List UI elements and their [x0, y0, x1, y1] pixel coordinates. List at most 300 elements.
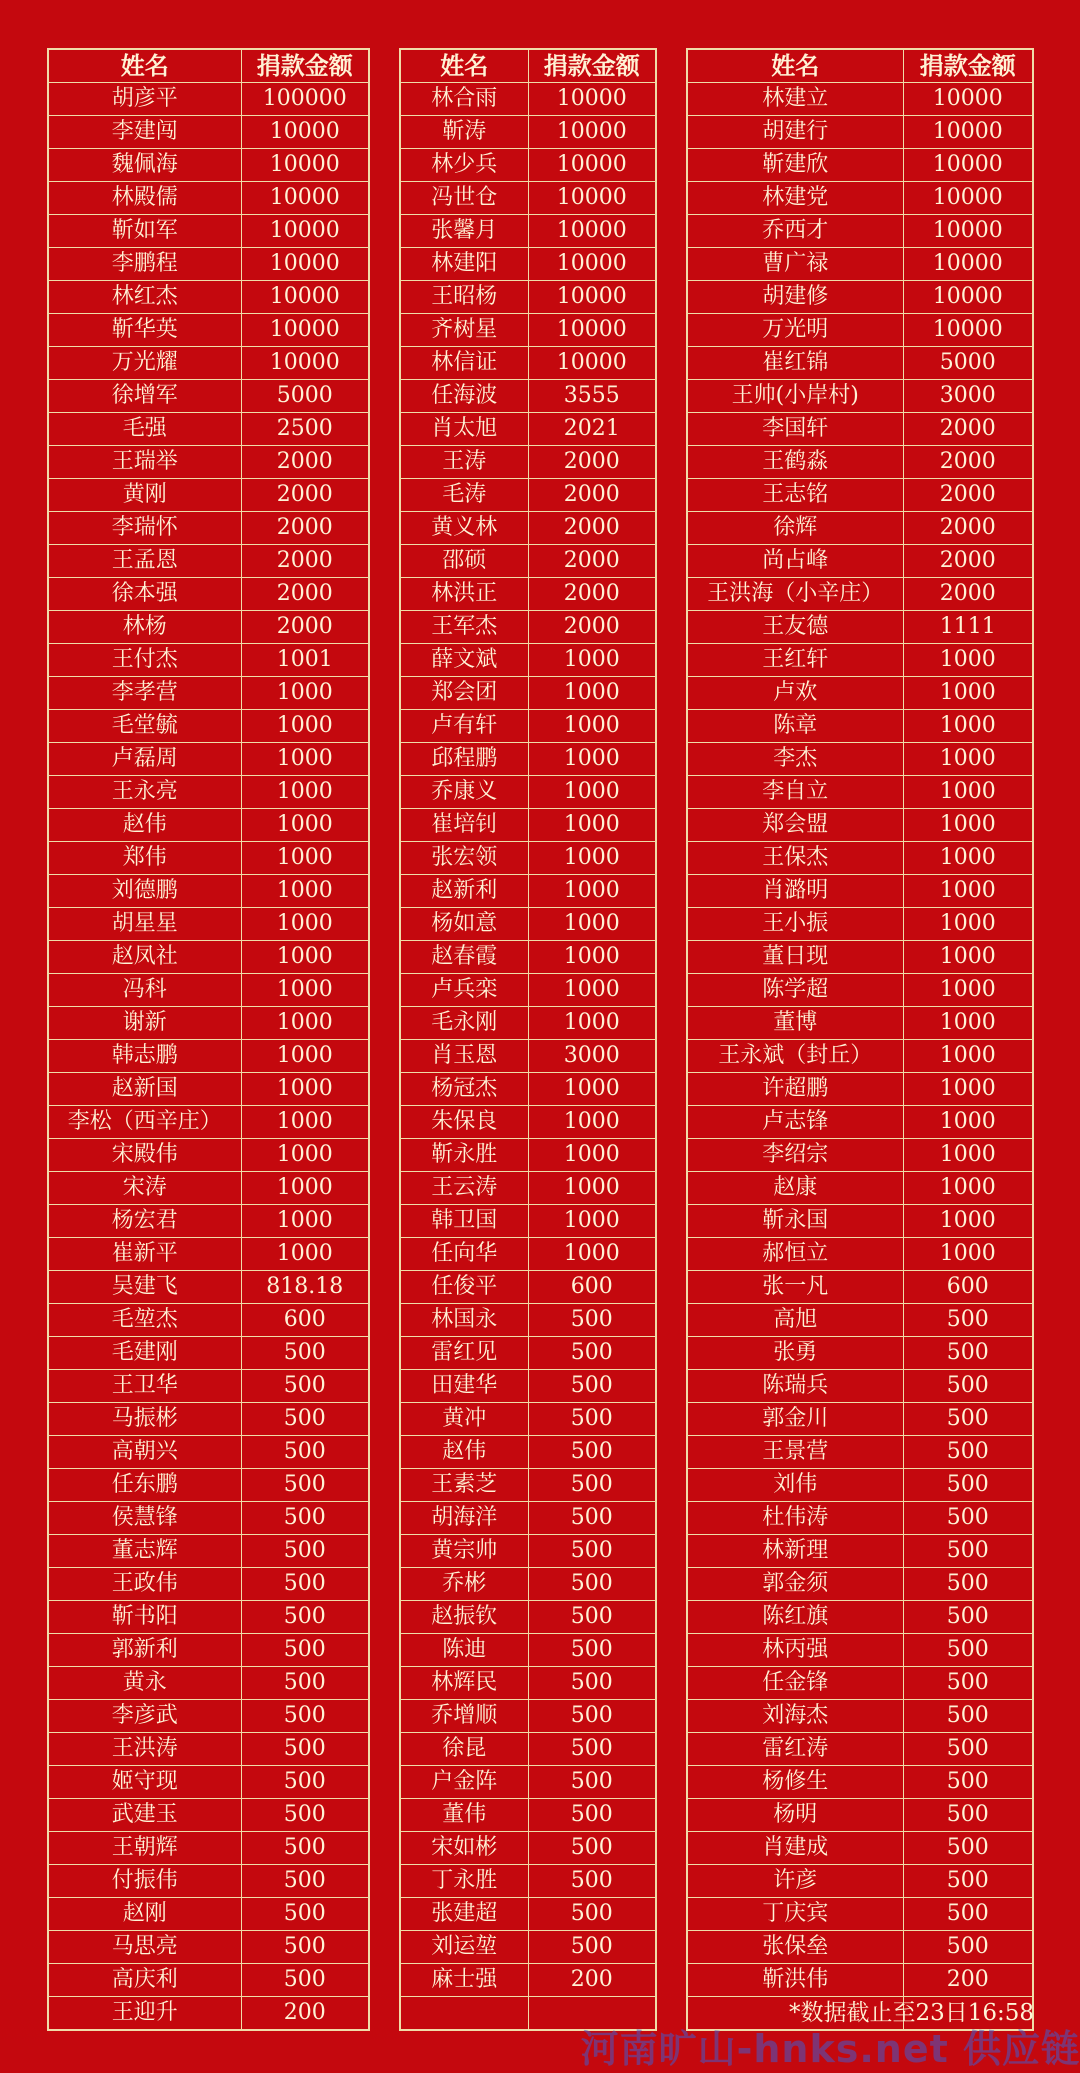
table-row [687, 182, 1033, 215]
donor-name: 杨如意 [400, 908, 528, 941]
table-row [48, 1502, 369, 1535]
donor-name: 王帅(小岸村) [687, 380, 903, 413]
donor-name: 王洪涛 [48, 1733, 241, 1766]
donor-name: 林红杰 [48, 281, 241, 314]
table-row [687, 1535, 1033, 1568]
donation-amount: 1000 [528, 743, 656, 776]
table-row [687, 1601, 1033, 1634]
donor-name: 肖玉恩 [400, 1040, 528, 1073]
donation-amount: 1000 [528, 677, 656, 710]
table-row [48, 1568, 369, 1601]
donation-amount: 2000 [903, 413, 1033, 446]
table-row [687, 1007, 1033, 1040]
donor-name: 肖潞明 [687, 875, 903, 908]
table-row [400, 1865, 656, 1898]
table-row [48, 1073, 369, 1106]
donation-amount: 2000 [903, 446, 1033, 479]
donor-name: 高朝兴 [48, 1436, 241, 1469]
donation-amount: 600 [528, 1271, 656, 1304]
donor-name: 刘德鹏 [48, 875, 241, 908]
donation-amount: 200 [903, 1964, 1033, 1997]
donor-name: 任海波 [400, 380, 528, 413]
donation-amount: 10000 [241, 149, 369, 182]
donation-amount: 10000 [903, 281, 1033, 314]
donation-amount: 2000 [528, 578, 656, 611]
donation-amount: 2000 [241, 545, 369, 578]
donor-name: 杨宏君 [48, 1205, 241, 1238]
donor-name: 林建立 [687, 83, 903, 116]
donor-name: 赵新利 [400, 875, 528, 908]
donation-amount: 1000 [528, 908, 656, 941]
donor-name: 靳永国 [687, 1205, 903, 1238]
donation-amount: 1000 [528, 1238, 656, 1271]
donation-amount: 1000 [528, 974, 656, 1007]
donor-name: 任金锋 [687, 1667, 903, 1700]
donation-amount: 500 [528, 1469, 656, 1502]
donor-name: 王素芝 [400, 1469, 528, 1502]
donation-amount: 1000 [903, 1172, 1033, 1205]
donor-name: 雷红涛 [687, 1733, 903, 1766]
donor-name: 陈瑞兵 [687, 1370, 903, 1403]
donation-amount: 600 [241, 1304, 369, 1337]
table-row [687, 1667, 1033, 1700]
table-row [48, 1106, 369, 1139]
donation-amount: 5000 [241, 380, 369, 413]
donation-amount: 500 [903, 1337, 1033, 1370]
table-row [48, 1139, 369, 1172]
donor-name: 郑会团 [400, 677, 528, 710]
table-row [48, 1766, 369, 1799]
donation-amount: 10000 [528, 182, 656, 215]
donor-name: 郭新利 [48, 1634, 241, 1667]
donor-name: 吴建飞 [48, 1271, 241, 1304]
donation-amount: 500 [903, 1634, 1033, 1667]
donation-amount: 1000 [903, 1139, 1033, 1172]
table-row [48, 1403, 369, 1436]
table-row [400, 1073, 656, 1106]
donation-amount: 1000 [528, 1139, 656, 1172]
donation-amount: 10000 [903, 215, 1033, 248]
donation-amount: 1000 [241, 1106, 369, 1139]
table-row [400, 1205, 656, 1238]
donor-name: 王景营 [687, 1436, 903, 1469]
table-row [687, 1865, 1033, 1898]
donor-name: 曹广禄 [687, 248, 903, 281]
table-row [48, 1040, 369, 1073]
donor-name: 胡建行 [687, 116, 903, 149]
donor-name: 刘运堃 [400, 1931, 528, 1964]
donor-name: 靳涛 [400, 116, 528, 149]
donation-amount: 600 [903, 1271, 1033, 1304]
donation-amount: 500 [241, 1370, 369, 1403]
donation-amount: 1000 [903, 974, 1033, 1007]
donation-amount: 818.18 [241, 1271, 369, 1304]
donation-amount: 500 [241, 1799, 369, 1832]
donor-name: 黄冲 [400, 1403, 528, 1436]
donor-name: 姬守现 [48, 1766, 241, 1799]
donation-table-2 [399, 48, 657, 2031]
table-row [400, 677, 656, 710]
donor-name: 卢有轩 [400, 710, 528, 743]
donation-amount: 1000 [528, 809, 656, 842]
table-row [687, 1139, 1033, 1172]
donation-amount: 500 [528, 1799, 656, 1832]
table-row [400, 479, 656, 512]
donation-amount: 1000 [241, 809, 369, 842]
donor-name: 董日现 [687, 941, 903, 974]
table-row [687, 1634, 1033, 1667]
donation-amount: 500 [528, 1601, 656, 1634]
donation-amount: 10000 [241, 314, 369, 347]
donation-amount: 1000 [903, 677, 1033, 710]
donor-name: 毛堃杰 [48, 1304, 241, 1337]
table-row [687, 1799, 1033, 1832]
donation-amount: 10000 [528, 149, 656, 182]
table-row [687, 314, 1033, 347]
donation-amount: 1000 [903, 710, 1033, 743]
donor-name: 赵春霞 [400, 941, 528, 974]
donation-amount: 500 [528, 1304, 656, 1337]
donation-amount: 1000 [241, 1040, 369, 1073]
table-row [400, 1271, 656, 1304]
donation-amount: 500 [528, 1634, 656, 1667]
table-row [400, 1898, 656, 1931]
table-row [400, 1040, 656, 1073]
table-row [687, 644, 1033, 677]
donation-amount: 1000 [241, 1007, 369, 1040]
donation-table-3 [686, 48, 1034, 2031]
donor-name: 许超鹏 [687, 1073, 903, 1106]
donation-amount: 1000 [241, 1205, 369, 1238]
table-row [687, 1172, 1033, 1205]
donation-amount: 1000 [241, 710, 369, 743]
table-row [400, 1370, 656, 1403]
donation-amount: 10000 [528, 83, 656, 116]
table-row [400, 1568, 656, 1601]
donor-name: 宋涛 [48, 1172, 241, 1205]
donation-amount: 2000 [528, 512, 656, 545]
table-row [687, 1832, 1033, 1865]
donation-amount: 500 [528, 1832, 656, 1865]
donation-amount: 500 [528, 1865, 656, 1898]
donor-name: 冯科 [48, 974, 241, 1007]
table-row [48, 1601, 369, 1634]
donation-amount: 500 [903, 1436, 1033, 1469]
table-row [400, 842, 656, 875]
donor-name: 董志辉 [48, 1535, 241, 1568]
table-row [400, 908, 656, 941]
donation-amount: 500 [241, 1634, 369, 1667]
table-row [687, 941, 1033, 974]
table-row [687, 710, 1033, 743]
donation-amount: 1000 [903, 1007, 1033, 1040]
donor-name: 乔西才 [687, 215, 903, 248]
donation-amount: 10000 [241, 182, 369, 215]
donation-amount: 1001 [241, 644, 369, 677]
donation-amount: 1000 [903, 908, 1033, 941]
donor-name: 黄宗帅 [400, 1535, 528, 1568]
table-row [48, 908, 369, 941]
donor-name [400, 1997, 528, 2031]
table-row [687, 1502, 1033, 1535]
donation-amount: 500 [241, 1337, 369, 1370]
table-row [48, 1337, 369, 1370]
table-row [48, 1832, 369, 1865]
donation-amount: 10000 [528, 281, 656, 314]
table-row [687, 116, 1033, 149]
donation-amount: 10000 [241, 281, 369, 314]
donor-name: 马振彬 [48, 1403, 241, 1436]
table-row [48, 248, 369, 281]
donation-amount: 500 [903, 1766, 1033, 1799]
donor-name: 雷红见 [400, 1337, 528, 1370]
donation-amount: 1000 [903, 842, 1033, 875]
donor-name: 李国轩 [687, 413, 903, 446]
table-row [687, 1766, 1033, 1799]
donor-name: 冯世仓 [400, 182, 528, 215]
donor-name: 董博 [687, 1007, 903, 1040]
table-row [687, 1337, 1033, 1370]
donation-amount: 1000 [903, 1073, 1033, 1106]
donor-name: 林洪正 [400, 578, 528, 611]
donation-amount: 10000 [528, 215, 656, 248]
donor-name: 王昭杨 [400, 281, 528, 314]
donor-name: 林辉民 [400, 1667, 528, 1700]
donation-amount: 1000 [903, 1040, 1033, 1073]
donor-name: 徐辉 [687, 512, 903, 545]
donation-amount: 2000 [528, 479, 656, 512]
donor-name: 武建玉 [48, 1799, 241, 1832]
table-row [400, 314, 656, 347]
donation-amount: 1000 [528, 1007, 656, 1040]
donation-amount: 500 [528, 1733, 656, 1766]
table-row [48, 116, 369, 149]
donor-name: 杨冠杰 [400, 1073, 528, 1106]
table-row [687, 1931, 1033, 1964]
donation-amount: 500 [528, 1568, 656, 1601]
table-row [400, 974, 656, 1007]
donor-name: 胡海洋 [400, 1502, 528, 1535]
donation-amount: 500 [903, 1733, 1033, 1766]
donation-amount: 500 [241, 1535, 369, 1568]
table-row [687, 1568, 1033, 1601]
donation-amount: 1000 [528, 776, 656, 809]
table-row [400, 512, 656, 545]
donation-amount: 500 [903, 1568, 1033, 1601]
table-row [48, 545, 369, 578]
table-row [687, 974, 1033, 1007]
donation-amount: 1000 [528, 941, 656, 974]
table-row [48, 1469, 369, 1502]
table-row [48, 842, 369, 875]
donor-name: 林新理 [687, 1535, 903, 1568]
table-row [687, 215, 1033, 248]
table-row [400, 1832, 656, 1865]
donation-amount: 1000 [528, 644, 656, 677]
table-row [400, 809, 656, 842]
donation-amount: 2000 [528, 611, 656, 644]
donation-amount: 1000 [241, 776, 369, 809]
donor-name: 崔新平 [48, 1238, 241, 1271]
table-row [48, 347, 369, 380]
donation-amount: 500 [528, 1700, 656, 1733]
donation-amount: 500 [903, 1898, 1033, 1931]
table-row [687, 578, 1033, 611]
table-row [400, 1799, 656, 1832]
table-row [400, 1634, 656, 1667]
table-row [400, 1964, 656, 1997]
name-header: 姓名 [687, 49, 903, 83]
donor-name: 林建党 [687, 182, 903, 215]
donor-name: 林少兵 [400, 149, 528, 182]
amount-header: 捐款金额 [241, 49, 369, 83]
donation-amount: 500 [528, 1370, 656, 1403]
table-row [48, 1865, 369, 1898]
donor-name: 陈迪 [400, 1634, 528, 1667]
donation-amount: 500 [241, 1436, 369, 1469]
donor-name: 李自立 [687, 776, 903, 809]
donation-amount: 1111 [903, 611, 1033, 644]
donor-name: 林丙强 [687, 1634, 903, 1667]
donor-name: 卢兵栾 [400, 974, 528, 1007]
table-row [48, 1436, 369, 1469]
table-row [48, 83, 369, 116]
donor-name: 王永斌（封丘） [687, 1040, 903, 1073]
table-row [400, 1469, 656, 1502]
table-row [400, 545, 656, 578]
donor-name: 魏佩海 [48, 149, 241, 182]
donation-amount: 1000 [241, 974, 369, 1007]
donation-amount: 500 [903, 1832, 1033, 1865]
donation-amount: 500 [241, 1667, 369, 1700]
table-row [48, 710, 369, 743]
donation-amount: 2000 [903, 512, 1033, 545]
donor-name: 董伟 [400, 1799, 528, 1832]
donor-name: 郝恒立 [687, 1238, 903, 1271]
donation-amount: 1000 [528, 710, 656, 743]
donor-name: 肖太旭 [400, 413, 528, 446]
donation-amount: 1000 [241, 842, 369, 875]
table-row [687, 1898, 1033, 1931]
table-row [48, 1997, 369, 2031]
donation-amount: 500 [528, 1931, 656, 1964]
donor-name: 许彦 [687, 1865, 903, 1898]
donor-name: 李鹏程 [48, 248, 241, 281]
donation-amount: 1000 [903, 1205, 1033, 1238]
donation-amount: 3000 [528, 1040, 656, 1073]
donor-name: 毛永刚 [400, 1007, 528, 1040]
donation-amount: 10000 [903, 149, 1033, 182]
table-row [687, 1040, 1033, 1073]
donation-amount: 1000 [903, 875, 1033, 908]
donor-name: 杜伟涛 [687, 1502, 903, 1535]
donor-name: 郭金川 [687, 1403, 903, 1436]
donor-name: 乔彬 [400, 1568, 528, 1601]
donation-amount: 10000 [241, 248, 369, 281]
donor-name: 宋殿伟 [48, 1139, 241, 1172]
donation-amount: 1000 [241, 743, 369, 776]
table-row [400, 1436, 656, 1469]
donation-amount: 500 [903, 1601, 1033, 1634]
table-row [687, 347, 1033, 380]
donation-amount: 500 [903, 1370, 1033, 1403]
table-row [687, 611, 1033, 644]
table-row [400, 743, 656, 776]
table-row [400, 446, 656, 479]
donor-name: 崔红锦 [687, 347, 903, 380]
table-row [48, 1634, 369, 1667]
donation-amount: 500 [903, 1535, 1033, 1568]
table-row [48, 413, 369, 446]
donor-name: 万光耀 [48, 347, 241, 380]
table-row [48, 776, 369, 809]
table-row [687, 1304, 1033, 1337]
table-row [400, 347, 656, 380]
table-row [687, 809, 1033, 842]
table-row [687, 1073, 1033, 1106]
donation-amount: 2000 [241, 479, 369, 512]
donor-name: 王付杰 [48, 644, 241, 677]
donation-amount: 3000 [903, 380, 1033, 413]
table-row [400, 281, 656, 314]
donor-name: 张一凡 [687, 1271, 903, 1304]
table-row [48, 1700, 369, 1733]
donor-name: 齐树星 [400, 314, 528, 347]
donor-name: 韩卫国 [400, 1205, 528, 1238]
donor-name: 胡彦平 [48, 83, 241, 116]
table-row [48, 314, 369, 347]
table-row [400, 710, 656, 743]
donation-amount: 100000 [241, 83, 369, 116]
table-row [687, 1403, 1033, 1436]
table-row [48, 611, 369, 644]
donor-name: 万光明 [687, 314, 903, 347]
donor-name: 麻士强 [400, 1964, 528, 1997]
donation-amount: 1000 [528, 1205, 656, 1238]
table-row [48, 446, 369, 479]
donor-name: 赵伟 [400, 1436, 528, 1469]
donor-name: 毛堂毓 [48, 710, 241, 743]
donor-name: 侯慧锋 [48, 1502, 241, 1535]
donor-name: 户金阵 [400, 1766, 528, 1799]
donor-name: 徐昆 [400, 1733, 528, 1766]
table-row [400, 1766, 656, 1799]
table-row [48, 1931, 369, 1964]
donor-name: 王政伟 [48, 1568, 241, 1601]
donor-name: 任向华 [400, 1238, 528, 1271]
table-row [687, 149, 1033, 182]
table-row [48, 1007, 369, 1040]
table-row [687, 743, 1033, 776]
donor-name: 王小振 [687, 908, 903, 941]
name-header: 姓名 [400, 49, 528, 83]
donation-amount: 500 [903, 1304, 1033, 1337]
table-row [687, 677, 1033, 710]
donor-name: 赵新国 [48, 1073, 241, 1106]
table-row [48, 1304, 369, 1337]
donor-name: 林杨 [48, 611, 241, 644]
donor-name: 李松（西辛庄） [48, 1106, 241, 1139]
donation-amount: 500 [241, 1766, 369, 1799]
data-cutoff-note: *数据截止至23日16:58 [788, 2000, 1034, 2026]
donor-name: 崔培钊 [400, 809, 528, 842]
donor-name: 王红轩 [687, 644, 903, 677]
donor-name: 毛涛 [400, 479, 528, 512]
table-row [687, 875, 1033, 908]
donor-name: 赵凤社 [48, 941, 241, 974]
donor-name: 宋如彬 [400, 1832, 528, 1865]
donation-amount: 200 [528, 1964, 656, 1997]
